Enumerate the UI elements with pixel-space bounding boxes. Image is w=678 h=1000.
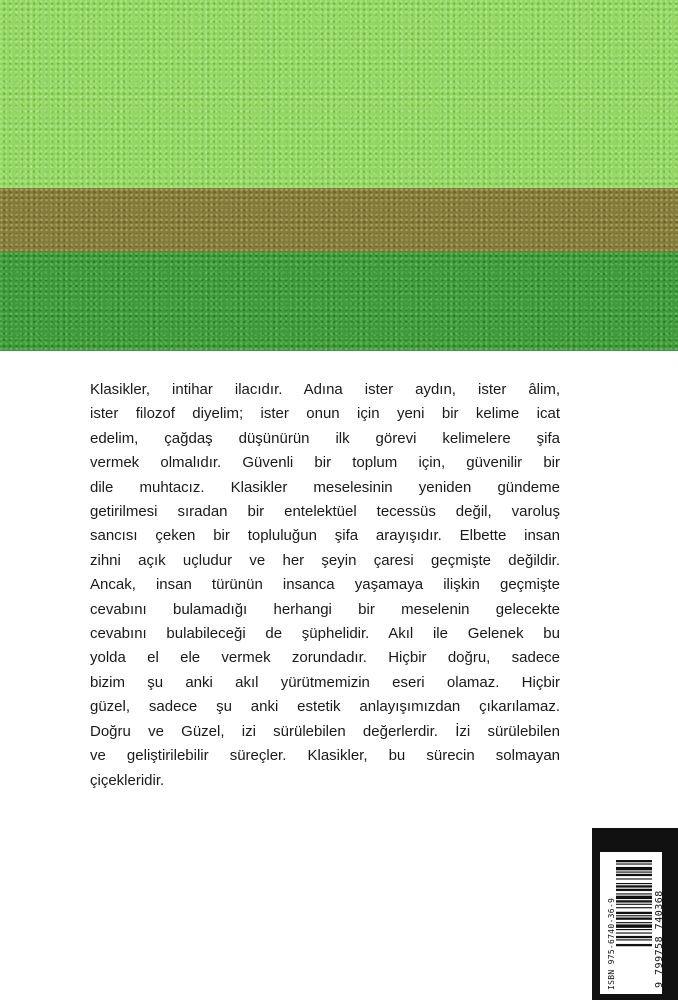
barcode-label — [600, 852, 665, 994]
barcode-bar — [616, 878, 652, 879]
barcode-bar — [616, 893, 652, 894]
barcode-bar — [616, 932, 652, 933]
blurb-line: dile muhtacız. Klasikler meselesinin yeniden gündeme — [90, 478, 560, 496]
barcode-bar — [616, 874, 652, 876]
barcode-bar — [616, 922, 652, 923]
barcode-bar — [616, 863, 652, 864]
barcode-bar — [616, 889, 652, 891]
barcode-bar — [616, 883, 652, 884]
cover-middle-texture-band — [0, 188, 678, 252]
barcode-bar — [616, 929, 652, 930]
barcode-bar — [616, 872, 652, 873]
barcode-bar — [616, 896, 652, 899]
blurb-line: ve geliştirilebilir süreçler. Klasikler, bu sürecin solmayan — [90, 747, 560, 765]
barcode-bar — [616, 860, 652, 862]
barcode-bar — [616, 944, 652, 946]
blurb-line: yolda el ele vermek zorundadır. Hiçbir doğru, sadece — [90, 649, 560, 667]
blurb-line: Klasikler, intihar ilacıdır. Adına ister aydın, ister âlim, — [90, 381, 560, 398]
barcode-bar — [616, 885, 652, 887]
blurb-line: cevabını bulabileceği de şüphelidir. Akıl ile Gelenek bu — [90, 625, 560, 643]
barcode-bar — [616, 900, 652, 902]
cover-top-texture-band — [0, 0, 678, 188]
barcode-digits: 9 799758 740368 — [654, 890, 665, 988]
blurb-line: sancısı çeken bir topluluğun şifa arayışıdır. Elbette insan — [90, 527, 560, 545]
blurb-line: güzel, sadece şu anki estetik anlayışımızdan çıkarılamaz. — [90, 698, 560, 716]
barcode-bar — [616, 924, 652, 927]
blurb-line: zihni açık uçludur ve her şeyin çaresi geçmişte değildir. — [90, 551, 560, 569]
blurb-line: bizim şu anki akıl yürütmemizin eseri olamaz. Hiçbir — [90, 673, 560, 691]
blurb-line: ister filozof diyelim; ister onun için yeni bir kelime icat — [90, 405, 560, 423]
blurb-line: Doğru ve Güzel, izi sürülebilen değerlerdir. İzi sürülebilen — [90, 722, 560, 740]
barcode-bar — [616, 907, 652, 908]
back-cover-blurb — [90, 378, 560, 793]
barcode-bar — [616, 936, 652, 938]
barcode-bar — [616, 912, 652, 914]
isbn-barcode-panel — [592, 828, 678, 1000]
barcode-bar — [616, 918, 652, 920]
blurb-line: vermek olmalıdır. Güvenli bir toplum için, güvenilir bir — [90, 454, 560, 472]
barcode-bar — [616, 867, 652, 870]
cover-bottom-texture-band — [0, 252, 678, 351]
barcode-bar — [616, 904, 652, 905]
blurb-line: çiçekleridir. — [90, 771, 165, 789]
blurb-line: Ancak, insan türünün insanca yaşamaya ilişkin geçmişte — [90, 576, 560, 594]
barcode-bar — [616, 915, 652, 916]
blurb-line: edelim, çağdaş düşünürün ilk görevi kelimelere şifa — [90, 429, 560, 447]
blurb-line: getirilmesi sıradan bir entelektüel tecessüs değil, varoluş — [90, 503, 560, 521]
barcode-bars-graphic — [616, 858, 652, 974]
blurb-line: cevabını bulamadığı herhangi bir meselenin gelecekte — [90, 600, 560, 618]
isbn-text: ISBN 975-6740-36-9 — [607, 897, 616, 990]
barcode-bar — [616, 939, 652, 940]
